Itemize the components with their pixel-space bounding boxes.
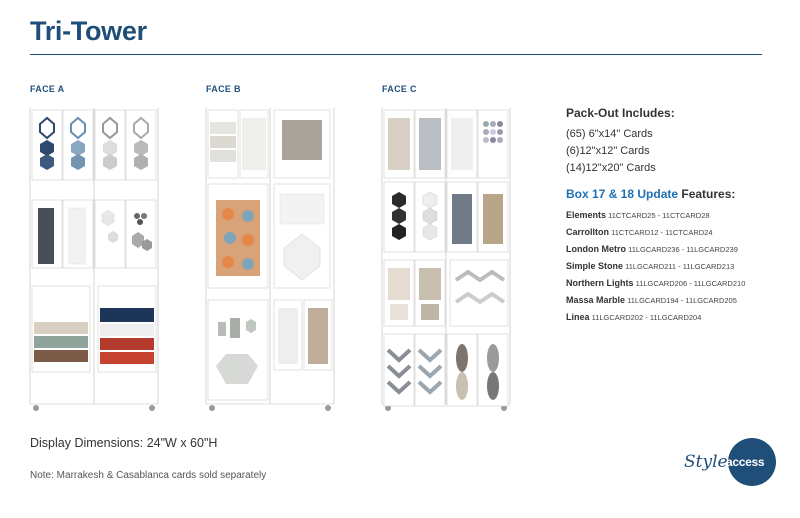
title-divider: [30, 54, 762, 55]
pack-out-item: (14)12"x20" Cards: [566, 162, 656, 174]
style-access-logo: [684, 436, 780, 488]
footnote: Note: Marrakesh & Casablanca cards sold separately: [30, 470, 267, 481]
face-a-rack: [28, 104, 160, 412]
face-a-rack-illustration: [28, 104, 160, 412]
feature-codes: 11CTCARD12 - 11CTCARD24: [609, 228, 713, 237]
feature-codes: 11CTCARD25 - 11CTCARD28: [606, 211, 710, 220]
feature-codes: 11LGCARD211 - 11LGCARD213: [623, 262, 735, 271]
logo-access-text: access: [726, 455, 765, 469]
feature-row: [566, 241, 786, 258]
feature-row: [566, 258, 786, 275]
box-update-title: [566, 187, 786, 201]
face-c-rack: [380, 104, 512, 412]
feature-name: Simple Stone: [566, 261, 624, 271]
page-title: Tri-Tower: [30, 16, 147, 46]
feature-name: Elements: [566, 210, 607, 220]
feature-list: [566, 207, 786, 326]
pack-out-title: Pack-Out Includes:: [566, 106, 675, 120]
feature-codes: 11LGCARD202 - 11LGCARD204: [589, 313, 702, 322]
pack-out-item: (6)12"x12" Cards: [566, 145, 650, 157]
face-b-rack: [204, 104, 336, 412]
feature-codes: 11LGCARD236 - 11LGCARD239: [626, 245, 738, 254]
feature-row: [566, 292, 786, 309]
info-panel: [566, 106, 786, 326]
face-b-rack-illustration: [204, 104, 336, 412]
face-c-rack-illustration: [380, 104, 512, 412]
feature-name: Carrollton: [566, 227, 610, 237]
face-c-label: FACE C: [382, 84, 417, 94]
feature-row: [566, 275, 786, 292]
feature-name: London Metro: [566, 244, 626, 254]
face-a-label: FACE A: [30, 84, 65, 94]
feature-name: Linea: [566, 312, 590, 322]
face-b-label: FACE B: [206, 84, 241, 94]
feature-codes: 11LGCARD206 - 11LGCARD210: [633, 279, 746, 288]
feature-name: Massa Marble: [566, 295, 626, 305]
feature-row: [566, 309, 786, 326]
box-update-title-rest: Features:: [678, 187, 736, 201]
pack-out-item: (65) 6"x14" Cards: [566, 128, 653, 140]
feature-name: Northern Lights: [566, 278, 634, 288]
feature-row: [566, 207, 786, 224]
box-update-highlight: Box 17 & 18 Update: [566, 187, 679, 201]
logo-style-text: Style: [684, 452, 728, 472]
display-dimensions: Display Dimensions: 24"W x 60"H: [30, 436, 218, 450]
feature-codes: 11LGCARD194 - 11LGCARD205: [625, 296, 737, 305]
feature-row: [566, 224, 786, 241]
